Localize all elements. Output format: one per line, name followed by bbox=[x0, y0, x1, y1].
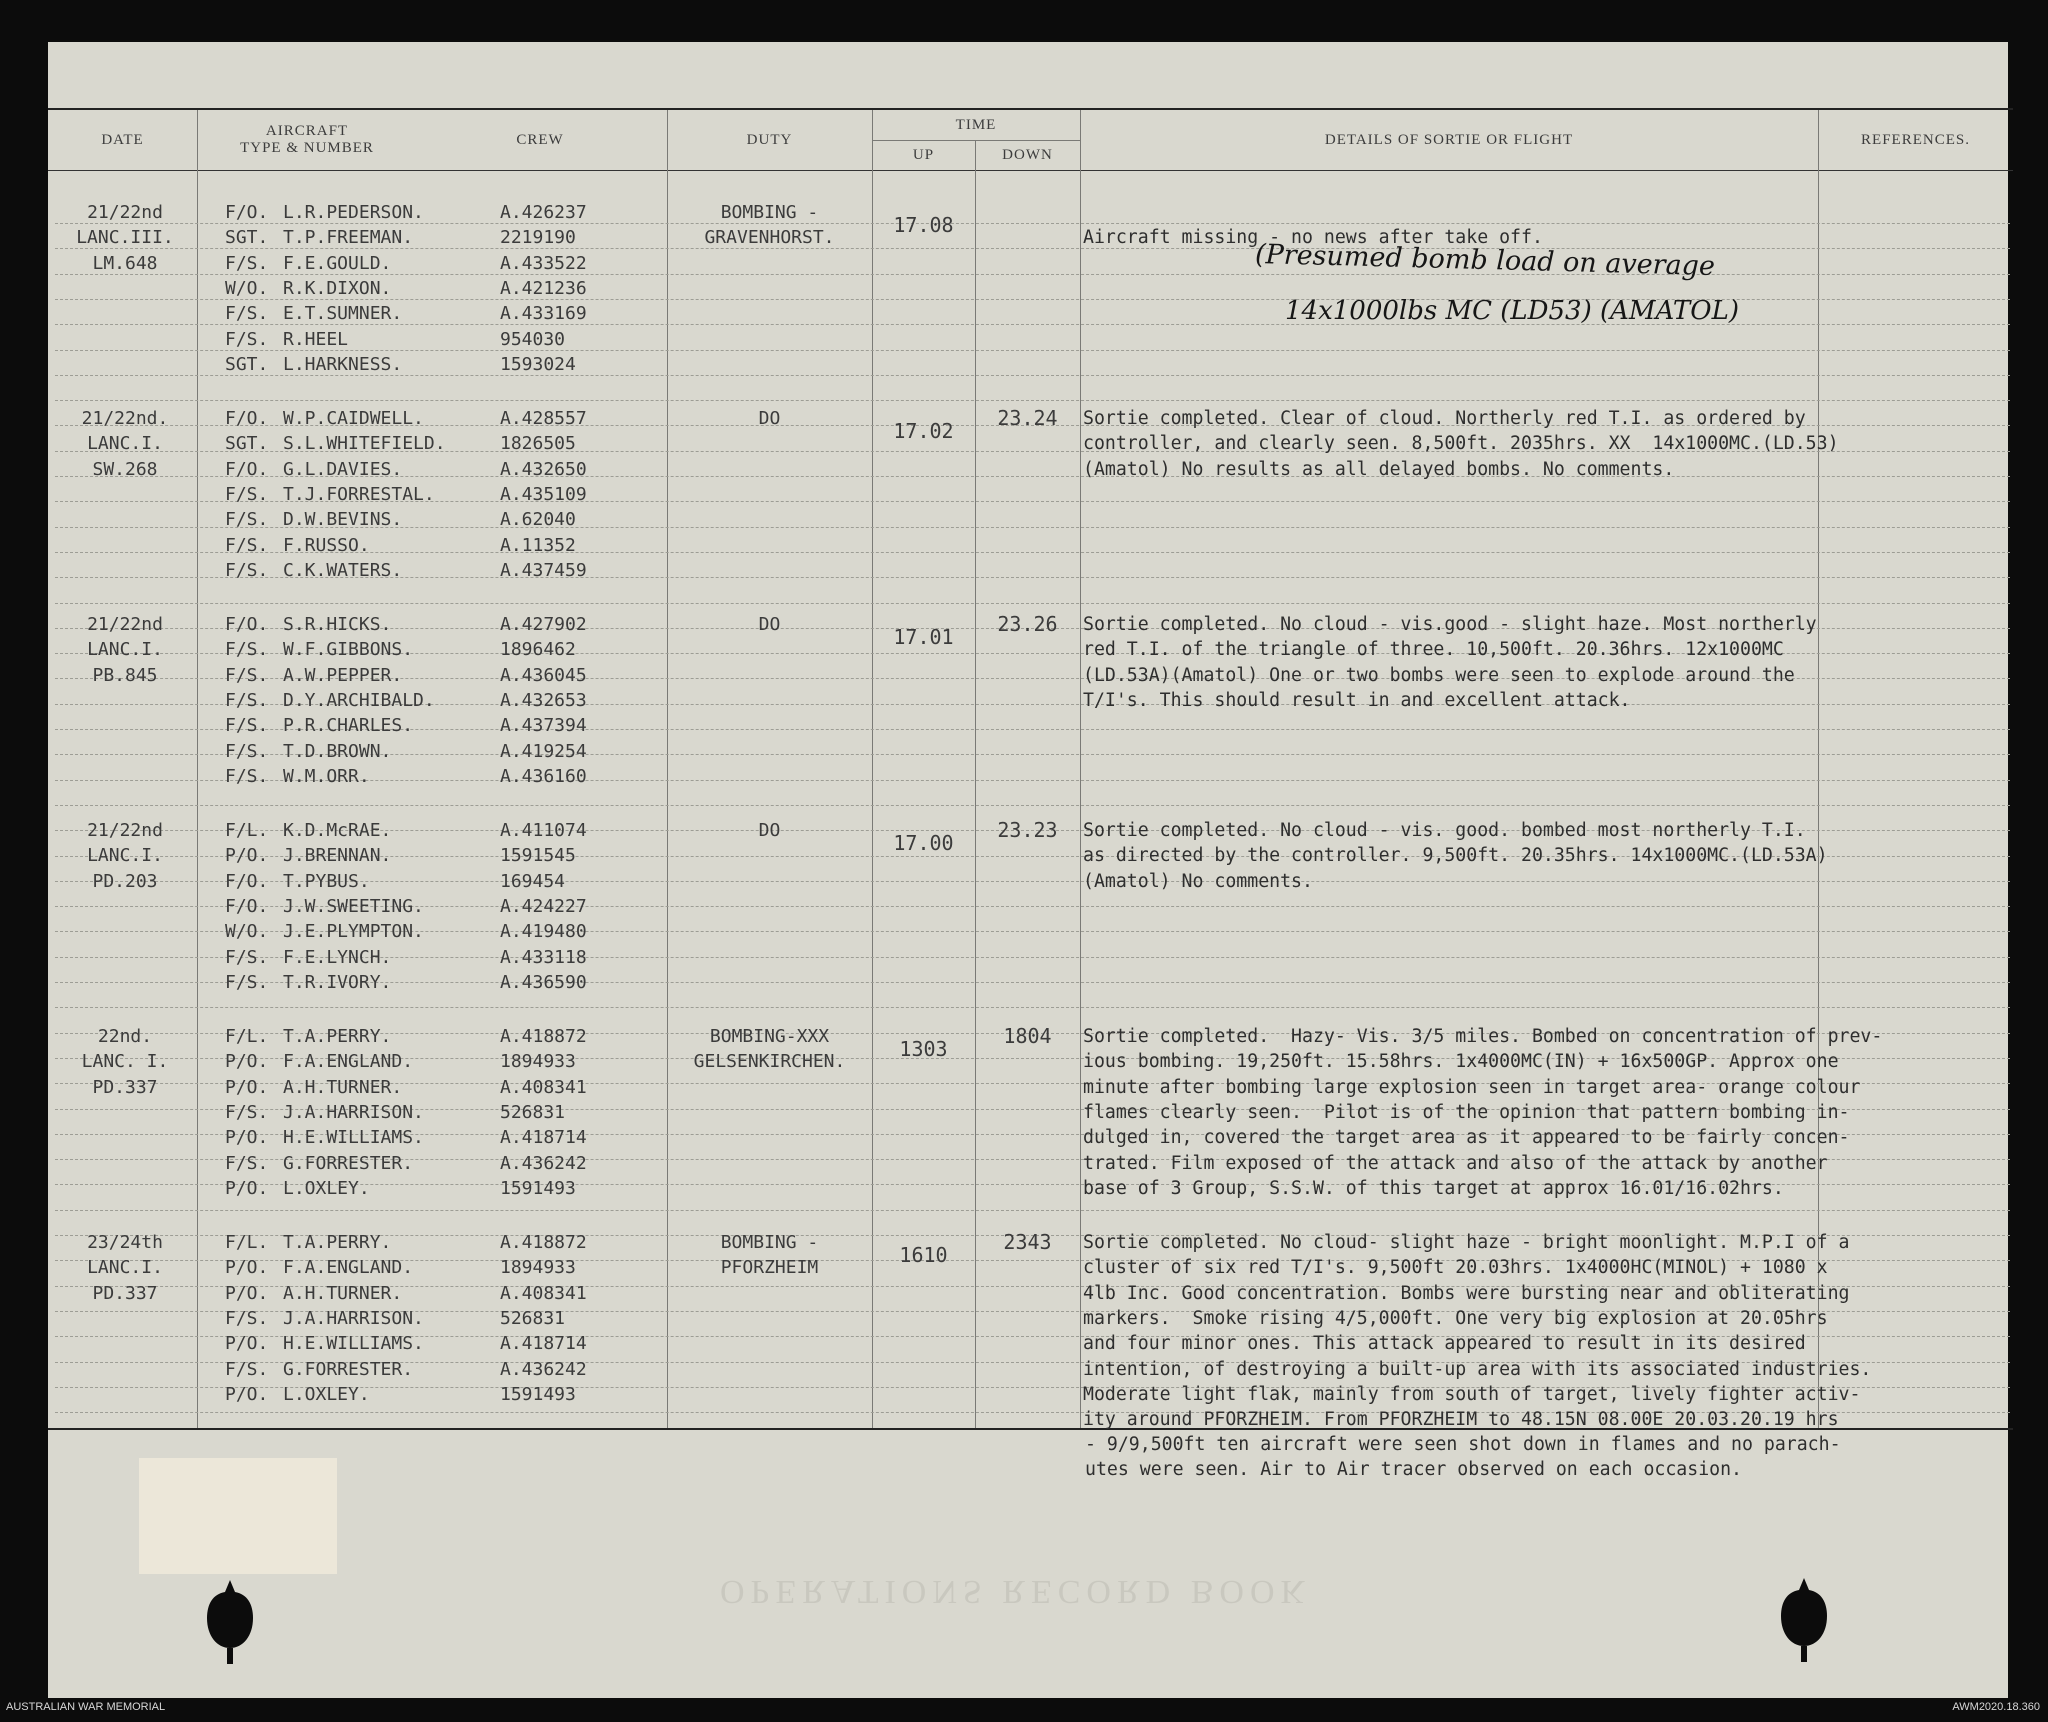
crew-number: 1894933 bbox=[500, 1257, 576, 1279]
header-duty: DUTY bbox=[746, 131, 793, 148]
time-up: 1610 bbox=[899, 1242, 948, 1267]
paper-stub bbox=[139, 1458, 337, 1574]
entry-duty: DO bbox=[758, 820, 781, 841]
crew-number: A.418714 bbox=[500, 1333, 587, 1355]
entry-date: LANC.III. bbox=[76, 227, 174, 249]
entry-date: LM.648 bbox=[92, 252, 158, 274]
crew-rank: F/S. bbox=[225, 689, 269, 711]
sortie-detail-line: flames clearly seen. Pilot is of the opinion that pattern bombing in- bbox=[1083, 1101, 1850, 1123]
entry-date: 21/22nd bbox=[87, 820, 163, 841]
crew-name: J.E.PLYMPTON. bbox=[283, 921, 424, 943]
crew-name: P.R.CHARLES. bbox=[283, 715, 414, 737]
crew-name: L.OXLEY. bbox=[283, 1177, 370, 1199]
crew-rank: F/S. bbox=[225, 1101, 269, 1123]
crew-number: A.427902 bbox=[500, 614, 587, 635]
sortie-detail-line: Aircraft missing - no news after take off. bbox=[1083, 227, 1543, 249]
time-down: 23.23 bbox=[997, 818, 1058, 842]
crew-rank: F/O. bbox=[225, 870, 269, 892]
crew-name: G.FORRESTER. bbox=[283, 1152, 414, 1174]
binding-hole bbox=[207, 1578, 253, 1664]
crew-name: T.A.PERRY. bbox=[283, 1232, 392, 1253]
sortie-detail-line: Moderate light flak, mainly from south of target, lively fighter activ- bbox=[1083, 1383, 1861, 1405]
crew-rank: P/O. bbox=[225, 1333, 269, 1355]
crew-number: A.408341 bbox=[500, 1282, 587, 1304]
sortie-detail-line: cluster of six red T/I's. 9,500ft 20.03hrs. 1x4000HC(MINOL) + 1080 x bbox=[1083, 1257, 1828, 1279]
sortie-detail-line: Sortie completed. Clear of cloud. Northerly red T.I. as ordered by bbox=[1083, 408, 1806, 429]
crew-name: L.HARKNESS. bbox=[283, 353, 403, 375]
time-up: 1303 bbox=[899, 1036, 948, 1061]
continuation-line: utes were seen. Air to Air tracer observed on each occasion. bbox=[1085, 1459, 1742, 1480]
crew-number: A.408341 bbox=[500, 1076, 587, 1098]
sortie-detail-line: Sortie completed. No cloud - vis. good. bombed most northerly T.I. bbox=[1083, 820, 1806, 841]
crew-rank: F/L. bbox=[225, 820, 269, 841]
crew-rank: F/O. bbox=[225, 408, 269, 429]
crew-name: E.T.SUMNER. bbox=[283, 303, 403, 325]
entry-date: LANC.I. bbox=[87, 845, 163, 867]
entry-duty: PFORZHEIM bbox=[720, 1257, 819, 1279]
crew-number: A.436160 bbox=[500, 765, 587, 787]
crew-name: J.W.SWEETING. bbox=[283, 895, 424, 917]
crew-name: F.RUSSO. bbox=[283, 534, 370, 556]
crew-name: C.K.WATERS. bbox=[283, 559, 403, 581]
time-up: 17.01 bbox=[893, 624, 954, 649]
crew-name: R.HEEL bbox=[283, 328, 349, 350]
entry-date: PD.203 bbox=[92, 870, 158, 892]
entry-duty: BOMBING - bbox=[720, 1232, 819, 1253]
crew-number: 526831 bbox=[500, 1307, 566, 1329]
header-references: REFERENCES. bbox=[1861, 131, 1970, 148]
binding-hole bbox=[1781, 1576, 1827, 1662]
crew-rank: W/O. bbox=[225, 921, 269, 943]
crew-rank: F/L. bbox=[225, 1232, 269, 1253]
crew-number: A.433522 bbox=[500, 252, 587, 274]
crew-rank: F/O. bbox=[225, 458, 269, 480]
column-divider bbox=[197, 110, 198, 1428]
crew-number: A.418714 bbox=[500, 1127, 587, 1149]
entry-date: LANC.I. bbox=[87, 433, 163, 455]
crew-number: 1826505 bbox=[500, 433, 576, 455]
crew-rank: P/O. bbox=[225, 1282, 269, 1304]
footer-accession: AWM2020.18.360 bbox=[1952, 1701, 2040, 1713]
column-divider bbox=[872, 110, 873, 1428]
entry-date: 21/22nd bbox=[87, 614, 163, 635]
crew-rank: F/S. bbox=[225, 483, 269, 505]
header-aircraft-label: AIRCRAFT bbox=[265, 123, 349, 139]
sortie-detail-line: markers. Smoke rising 4/5,000ft. One very big explosion at 20.05hrs bbox=[1083, 1307, 1828, 1329]
crew-number: 1591545 bbox=[500, 845, 576, 867]
crew-rank: SGT. bbox=[225, 353, 269, 375]
crew-number: A.418872 bbox=[500, 1026, 587, 1047]
crew-number: 1591493 bbox=[500, 1177, 576, 1199]
crew-number: 1591493 bbox=[500, 1383, 576, 1405]
sortie-detail-line: 4lb Inc. Good concentration. Bombs were bursting near and obliterating bbox=[1083, 1282, 1850, 1304]
footer-credit: AUSTRALIAN WAR MEMORIAL bbox=[6, 1701, 166, 1713]
crew-rank: P/O. bbox=[225, 1076, 269, 1098]
crew-number: 1894933 bbox=[500, 1051, 576, 1073]
crew-number: A.436242 bbox=[500, 1152, 587, 1174]
entry-duty: BOMBING - bbox=[720, 202, 819, 223]
entry-date: LANC. I. bbox=[81, 1051, 169, 1073]
header-up: UP bbox=[912, 146, 935, 163]
crew-name: T.A.PERRY. bbox=[283, 1026, 392, 1047]
crew-rank: W/O. bbox=[225, 277, 269, 299]
crew-name: F.E.LYNCH. bbox=[283, 946, 392, 968]
crew-rank: P/O. bbox=[225, 1257, 269, 1279]
crew-name: J.A.HARRISON. bbox=[283, 1307, 424, 1329]
time-up: 17.02 bbox=[893, 418, 954, 443]
sortie-detail-line: as directed by the controller. 9,500ft. 20.35hrs. 14x1000MC.(LD.53A) bbox=[1083, 845, 1828, 867]
crew-number: A.411074 bbox=[500, 820, 587, 841]
entry-date: 23/24th bbox=[87, 1232, 163, 1253]
crew-number: A.419480 bbox=[500, 921, 587, 943]
crew-name: S.R.HICKS. bbox=[283, 614, 392, 635]
header-date: DATE bbox=[101, 131, 144, 148]
sortie-detail-line: controller, and clearly seen. 8,500ft. 2035hrs. XX 14x1000MC.(LD.53) bbox=[1083, 433, 1839, 455]
crew-name: S.L.WHITEFIELD. bbox=[283, 433, 446, 455]
time-down: 2343 bbox=[1003, 1230, 1052, 1254]
crew-rank: SGT. bbox=[225, 433, 269, 455]
crew-rank: P/O. bbox=[225, 1051, 269, 1073]
crew-name: J.A.HARRISON. bbox=[283, 1101, 424, 1123]
entry-duty: DO bbox=[758, 614, 781, 635]
crew-number: A.433118 bbox=[500, 946, 587, 968]
sortie-detail-line: ity around PFORZHEIM. From PFORZHEIM to 48.15N 08.00E 20.03.20.19 hrs bbox=[1083, 1409, 1839, 1431]
entry-date: 21/22nd bbox=[87, 202, 163, 223]
sortie-detail-line: trated. Film exposed of the attack and also of the attack by another bbox=[1083, 1152, 1828, 1174]
crew-number: A.435109 bbox=[500, 483, 587, 505]
entry-duty: GRAVENHORST. bbox=[704, 227, 835, 249]
entry-date: 21/22nd. bbox=[81, 408, 169, 429]
crew-rank: F/S. bbox=[225, 971, 269, 993]
time-down: 23.26 bbox=[997, 612, 1058, 636]
crew-number: A.437459 bbox=[500, 559, 587, 581]
crew-number: 1896462 bbox=[500, 639, 576, 661]
header-down: DOWN bbox=[1002, 146, 1053, 163]
crew-name: F.A.ENGLAND. bbox=[283, 1257, 414, 1279]
crew-name: W.P.CAIDWELL. bbox=[283, 408, 424, 429]
entry-date: PD.337 bbox=[92, 1076, 158, 1098]
entry-date: 22nd. bbox=[97, 1026, 153, 1047]
sortie-detail-line: (Amatol) No comments. bbox=[1083, 870, 1313, 892]
crew-number: A.432653 bbox=[500, 689, 587, 711]
crew-rank: F/L. bbox=[225, 1026, 269, 1047]
handwritten-note: 14x1000lbs MC (LD53) (AMATOL) bbox=[1285, 296, 1739, 326]
sortie-detail-line: Sortie completed. Hazy- Vis. 3/5 miles. Bombed on concentration of prev- bbox=[1083, 1026, 1883, 1047]
crew-rank: F/S. bbox=[225, 1152, 269, 1174]
crew-name: D.W.BEVINS. bbox=[283, 509, 403, 531]
ruled-line bbox=[55, 603, 2010, 604]
sortie-detail-line: minute after bombing large explosion seen in target area- orange colour bbox=[1083, 1076, 1861, 1098]
crew-rank: F/S. bbox=[225, 328, 269, 350]
crew-rank: P/O. bbox=[225, 1127, 269, 1149]
time-down: 23.24 bbox=[997, 406, 1058, 430]
crew-name: L.R.PEDERSON. bbox=[283, 202, 424, 223]
time-up: 17.00 bbox=[893, 830, 954, 855]
crew-number: A.433169 bbox=[500, 303, 587, 325]
crew-rank: F/O. bbox=[225, 202, 269, 223]
crew-number: 954030 bbox=[500, 328, 566, 350]
watermark-text: OPERATIONS RECORD BOOK bbox=[720, 1573, 1312, 1610]
entry-duty: BOMBING-XXX bbox=[709, 1026, 830, 1047]
sortie-detail-line: T/I's. This should result in and excellent attack. bbox=[1083, 689, 1631, 711]
crew-rank: SGT. bbox=[225, 227, 269, 249]
crew-name: F.A.ENGLAND. bbox=[283, 1051, 414, 1073]
crew-name: G.L.DAVIES. bbox=[283, 458, 403, 480]
crew-name: R.K.DIXON. bbox=[283, 277, 392, 299]
crew-name: T.P.FREEMAN. bbox=[283, 227, 414, 249]
continuation-line: - 9/9,500ft ten aircraft were seen shot down in flames and no parach- bbox=[1085, 1434, 1841, 1455]
crew-number: A.418872 bbox=[500, 1232, 587, 1253]
crew-rank: F/O. bbox=[225, 614, 269, 635]
crew-number: A.419254 bbox=[500, 740, 587, 762]
crew-rank: F/S. bbox=[225, 252, 269, 274]
entry-date: LANC.I. bbox=[87, 1257, 163, 1279]
handwritten-note: (Presumed bomb load on average bbox=[1254, 238, 1716, 283]
crew-name: T.J.FORRESTAL. bbox=[283, 483, 435, 505]
crew-rank: P/O. bbox=[225, 1383, 269, 1405]
crew-rank: F/S. bbox=[225, 559, 269, 581]
header-bottom-border bbox=[48, 170, 2013, 171]
entry-date: PD.337 bbox=[92, 1282, 158, 1304]
entry-duty: GELSENKIRCHEN. bbox=[693, 1051, 846, 1073]
crew-number: A.421236 bbox=[500, 277, 587, 299]
crew-name: L.OXLEY. bbox=[283, 1383, 370, 1405]
crew-number: 169454 bbox=[500, 870, 566, 892]
ruled-line bbox=[55, 1007, 2010, 1008]
crew-name: W.M.ORR. bbox=[283, 765, 370, 787]
crew-rank: F/S. bbox=[225, 639, 269, 661]
crew-number: A.432650 bbox=[500, 458, 587, 480]
crew-number: A.436242 bbox=[500, 1358, 587, 1380]
crew-number: A.436590 bbox=[500, 971, 587, 993]
crew-name: D.Y.ARCHIBALD. bbox=[283, 689, 435, 711]
crew-name: T.R.IVORY. bbox=[283, 971, 392, 993]
ruled-line bbox=[55, 805, 2010, 806]
crew-number: A.11352 bbox=[500, 534, 576, 556]
crew-rank: F/S. bbox=[225, 715, 269, 737]
crew-number: A.436045 bbox=[500, 664, 587, 686]
crew-rank: F/S. bbox=[225, 946, 269, 968]
sortie-detail-line: (LD.53A)(Amatol) One or two bombs were seen to explode around the bbox=[1083, 664, 1795, 686]
crew-number: 526831 bbox=[500, 1101, 566, 1123]
entry-duty: DO bbox=[758, 408, 781, 429]
crew-name: G.FORRESTER. bbox=[283, 1358, 414, 1380]
crew-number: A.426237 bbox=[500, 202, 587, 223]
sortie-detail-line: and four minor ones. This attack appeared to result in its desired bbox=[1083, 1333, 1806, 1355]
sortie-detail-line: dulged in, covered the target area as it appeared to be fairly concen- bbox=[1083, 1127, 1850, 1149]
sortie-detail-line: base of 3 Group, S.S.W. of this target at approx 16.01/16.02hrs. bbox=[1083, 1177, 1784, 1199]
crew-rank: P/O. bbox=[225, 845, 269, 867]
crew-name: A.H.TURNER. bbox=[283, 1076, 403, 1098]
sortie-detail-line: ious bombing. 19,250ft. 15.58hrs. 1x4000MC(IN) + 16x500GP. Approx one bbox=[1083, 1051, 1839, 1073]
column-divider bbox=[1080, 110, 1081, 1428]
crew-number: 1593024 bbox=[500, 353, 576, 375]
entry-date: PB.845 bbox=[92, 664, 158, 686]
crew-name: A.W.PEPPER. bbox=[283, 664, 403, 686]
entry-date: SW.268 bbox=[92, 458, 158, 480]
crew-rank: F/S. bbox=[225, 765, 269, 787]
crew-rank: F/S. bbox=[225, 534, 269, 556]
header-details: DETAILS OF SORTIE OR FLIGHT bbox=[1324, 131, 1574, 148]
entry-date: LANC.I. bbox=[87, 639, 163, 661]
sortie-detail-line: Sortie completed. No cloud - vis.good - slight haze. Most northerly bbox=[1083, 614, 1817, 635]
crew-number: 2219190 bbox=[500, 227, 576, 249]
crew-number: A.424227 bbox=[500, 895, 587, 917]
crew-name: F.E.GOULD. bbox=[283, 252, 392, 274]
crew-rank: P/O. bbox=[225, 1177, 269, 1199]
crew-rank: F/S. bbox=[225, 1358, 269, 1380]
crew-number: A.437394 bbox=[500, 715, 587, 737]
crew-rank: F/S. bbox=[225, 303, 269, 325]
crew-name: A.H.TURNER. bbox=[283, 1282, 403, 1304]
crew-rank: F/S. bbox=[225, 509, 269, 531]
ruled-line bbox=[55, 400, 2010, 401]
crew-name: W.F.GIBBONS. bbox=[283, 639, 414, 661]
sortie-detail-line: red T.I. of the triangle of three. 10,500ft. 20.36hrs. 12x1000MC bbox=[1083, 639, 1784, 661]
crew-number: A.428557 bbox=[500, 408, 587, 429]
header-crew: CREW bbox=[516, 131, 564, 148]
header-aircraft bbox=[197, 110, 417, 170]
crew-rank: F/O. bbox=[225, 895, 269, 917]
header-type-number: TYPE & NUMBER bbox=[240, 140, 374, 156]
crew-rank: F/S. bbox=[225, 1307, 269, 1329]
crew-name: H.E.WILLIAMS. bbox=[283, 1127, 424, 1149]
crew-name: T.PYBUS. bbox=[283, 870, 370, 892]
crew-number: A.62040 bbox=[500, 509, 576, 531]
sortie-detail-line: intention, of destroying a built-up area with its associated industries. bbox=[1083, 1358, 1872, 1380]
time-up: 17.08 bbox=[893, 212, 954, 237]
sortie-detail-line: Sortie completed. No cloud- slight haze - bright moonlight. M.P.I of a bbox=[1083, 1232, 1850, 1253]
time-down: 1804 bbox=[1003, 1024, 1052, 1048]
crew-rank: F/S. bbox=[225, 664, 269, 686]
sortie-detail-line: (Amatol) No results as all delayed bombs. No comments. bbox=[1083, 458, 1675, 480]
crew-rank: F/S. bbox=[225, 740, 269, 762]
crew-name: T.D.BROWN. bbox=[283, 740, 392, 762]
crew-name: J.BRENNAN. bbox=[283, 845, 392, 867]
crew-name: K.D.McRAE. bbox=[283, 820, 392, 841]
ruled-line bbox=[55, 1210, 2010, 1211]
header-time: TIME bbox=[955, 116, 997, 133]
crew-name: H.E.WILLIAMS. bbox=[283, 1333, 424, 1355]
